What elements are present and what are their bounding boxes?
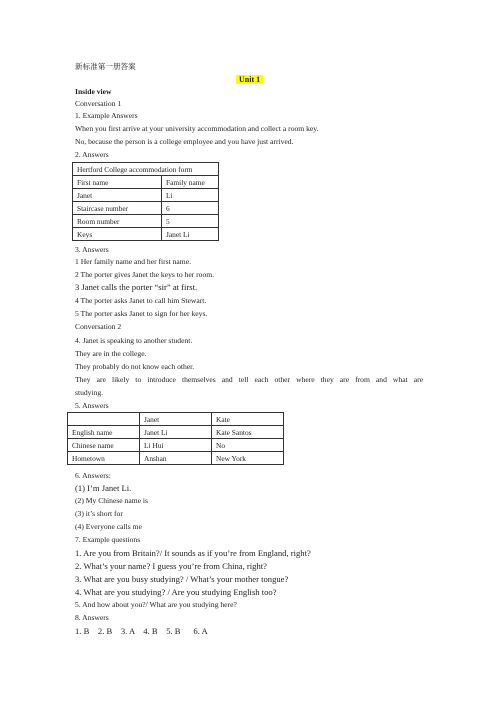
exercise-3-line: 2 The porter gives Janet the keys to her room.: [75, 270, 215, 279]
table-header-cell: Janet: [140, 413, 212, 426]
table-row: [73, 228, 219, 241]
exercise-3-line: 1 Her family name and her first name.: [75, 257, 191, 266]
unit-title: [236, 75, 263, 85]
exercise-6-line: (3) it’s short for: [75, 509, 123, 518]
exercise-7-line: 3. What are you busy studying? / What’s your mother tongue?: [75, 574, 289, 584]
section-title: Inside view: [75, 87, 112, 96]
table-row: [73, 176, 219, 189]
exercise-1-line: When you first arrive at your university accommodation and collect a room key.: [75, 124, 319, 133]
table-cell: Keys: [73, 228, 162, 241]
exercise-7-line: 2. What’s your name? I guess you’re from China, right?: [75, 561, 267, 571]
exercise-3-line: 5 The porter asks Janet to sign for her keys.: [75, 309, 208, 318]
exercise-4-line: They are likely to introduce themselves and tell each other where they are from and what are: [75, 375, 423, 384]
table-cell: Kate Santos: [212, 426, 284, 439]
exercise-8-answers: 1. B 2. B 3. A 4. B 5. B 6. A: [75, 626, 208, 636]
exercise-6-line: (1) I’m Janet Li.: [75, 483, 132, 493]
table-cell: Li: [162, 189, 219, 202]
exercise-6-line: (2) My Chinese name is: [75, 496, 148, 505]
exercise-3-line: 4 The porter asks Janet to call him Stewart.: [75, 296, 207, 305]
table-cell: Chinese name: [68, 439, 140, 452]
table-cell: Janet Li: [140, 426, 212, 439]
table-cell: Staircase number: [73, 202, 162, 215]
exercise-8-heading: 8. Answers: [75, 613, 109, 622]
unit-title-highlight: Unit 1: [236, 75, 263, 84]
table-cell: Janet Li: [162, 228, 219, 241]
table-cell: 5: [162, 215, 219, 228]
table-cell: New York: [212, 452, 284, 465]
exercise-1-line: No, because the person is a college employee and you have just arrived.: [75, 137, 294, 146]
table-cell: Hometown: [68, 452, 140, 465]
exercise-1-heading: 1. Example Answers: [75, 111, 138, 120]
exercise-5-heading: 5. Answers: [75, 401, 109, 410]
table-header-cell: [68, 413, 140, 426]
table-cell: 6: [162, 202, 219, 215]
exercise-7-line: 1. Are you from Britain?/ It sounds as if you’re from England, right?: [75, 548, 311, 558]
table-cell: No: [212, 439, 284, 452]
table-row: [73, 215, 219, 228]
table-header-cell: Kate: [212, 413, 284, 426]
exercise-2-heading: 2. Answers: [75, 150, 109, 159]
table-row: [73, 202, 219, 215]
exercise-4-line: 4. Janet is speaking to another student.: [75, 336, 193, 345]
exercise-4-line: They are in the college.: [75, 349, 147, 358]
table-cell: Janet: [73, 189, 162, 202]
exercise-3-heading: 3. Answers: [75, 245, 109, 254]
table-cell: First name: [73, 176, 162, 189]
table-header-row: [68, 413, 284, 426]
exercise-7-line: 4. What are you studying? / Are you studying English too?: [75, 587, 277, 597]
exercise-4-line: They probably do not know each other.: [75, 362, 195, 371]
names-table: [67, 412, 284, 465]
table-cell: Anshan: [140, 452, 212, 465]
table-row: [68, 439, 284, 452]
accommodation-form-table: [72, 162, 219, 241]
exercise-6-heading: 6. Answers:: [75, 471, 111, 480]
header-title: 新标准第一册答案: [75, 62, 136, 71]
table-row: [73, 189, 219, 202]
conversation-1-heading: Conversation 1: [75, 99, 122, 108]
exercise-6-line: (4) Everyone calls me: [75, 522, 142, 531]
form-title-cell: Hertford College accommodation form: [73, 163, 219, 176]
exercise-7-line: 5. And how about you?/ What are you studying here?: [75, 600, 237, 609]
exercise-3-line: 3 Janet calls the porter “sir” at first.: [75, 282, 198, 292]
table-row: [68, 426, 284, 439]
exercise-4-line: studying.: [75, 388, 104, 397]
table-cell: Li Hui: [140, 439, 212, 452]
exercise-7-heading: 7. Example questions: [75, 535, 141, 544]
table-cell: Room number: [73, 215, 162, 228]
table-cell: Family name: [162, 176, 219, 189]
table-cell: English name: [68, 426, 140, 439]
table-row: [68, 452, 284, 465]
conversation-2-heading: Conversation 2: [75, 322, 122, 331]
